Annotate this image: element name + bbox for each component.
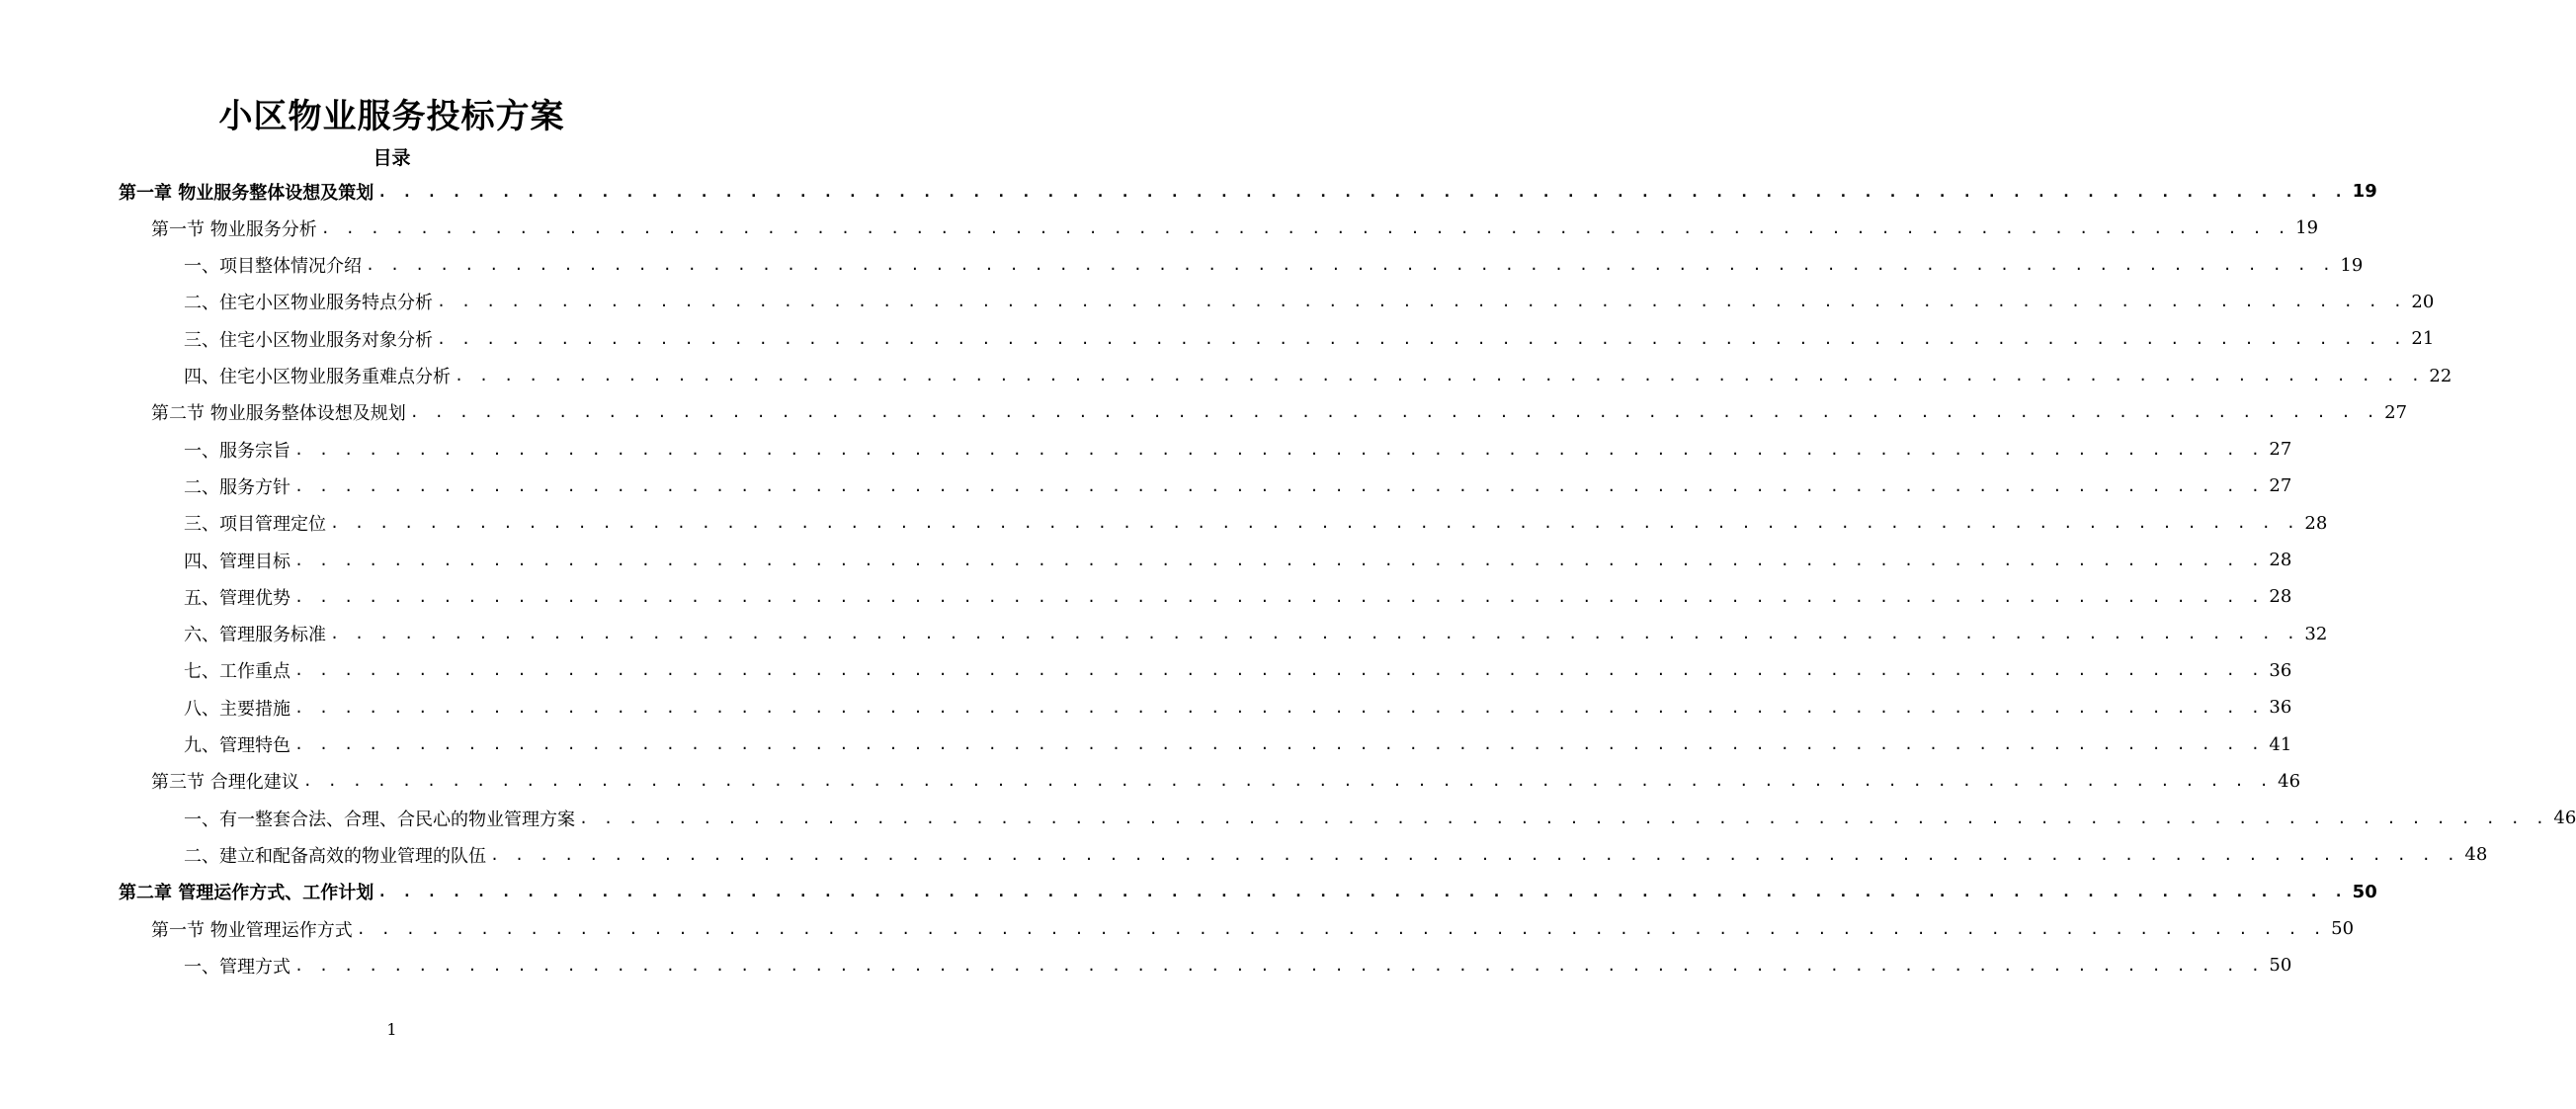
toc-entry[interactable] bbox=[184, 616, 2328, 652]
toc-entry[interactable] bbox=[184, 726, 2292, 763]
toc-entry-label: 一、管理方式 bbox=[184, 956, 291, 978]
toc-entry[interactable] bbox=[184, 431, 2292, 468]
toc-entry-page: 19 bbox=[2340, 254, 2364, 276]
toc-entry-label: 第二章 管理运作方式、工作计划 bbox=[119, 883, 374, 904]
toc-entry-label: 五、管理优势 bbox=[184, 587, 291, 609]
toc-leader-dots: . . . . . . . . . . . . . . . . . . . . . . . . . . . . . . . . . . . . . . . . . . . . . . . . . . . . . . . . . . . . . . . . . . . . . . . . . . . . . . . . bbox=[437, 293, 2406, 311]
toc-entry-page: 27 bbox=[2269, 439, 2292, 461]
toc-entry-label: 二、建立和配备高效的物业管理的队伍 bbox=[184, 845, 486, 867]
toc-leader-dots: . . . . . . . . . . . . . . . . . . . . . . . . . . . . . . . . . . . . . . . . . . . . . . . . . . . . . . . . . . . . . . . . . . . . . . . . . . . . . . . . bbox=[377, 182, 2347, 201]
toc-entry-label: 四、管理目标 bbox=[184, 551, 291, 572]
toc-entry-label: 第一节 物业服务分析 bbox=[151, 218, 317, 240]
toc-entry-page: 50 bbox=[2269, 955, 2292, 977]
toc-entry[interactable] bbox=[184, 358, 2452, 394]
toc-entry-label: 七、工作重点 bbox=[184, 661, 291, 683]
toc-leader-dots: . . . . . . . . . . . . . . . . . . . . . . . . . . . . . . . . . . . . . . . . . . . . . . . . . . . . . . . . . . . . . . . . . . . . . . . . . . . . . . . . bbox=[490, 845, 2459, 864]
toc-entry[interactable] bbox=[119, 173, 2377, 210]
toc-leader-dots: . . . . . . . . . . . . . . . . . . . . . . . . . . . . . . . . . . . . . . . . . . . . . . . . . . . . . . . . . . . . . . . . . . . . . . . . . . . . . . . . bbox=[294, 551, 2264, 569]
toc-leader-dots: . . . . . . . . . . . . . . . . . . . . . . . . . . . . . . . . . . . . . . . . . . . . . . . . . . . . . . . . . . . . . . . . . . . . . . . . . . . . . . . . bbox=[302, 772, 2273, 791]
toc-entry-page: 28 bbox=[2304, 512, 2328, 534]
toc-entry[interactable] bbox=[184, 947, 2292, 983]
toc-leader-dots: . . . . . . . . . . . . . . . . . . . . . . . . . . . . . . . . . . . . . . . . . . . . . . . . . . . . . . . . . . . . . . . . . . . . . . . . . . . . . . . . bbox=[366, 256, 2335, 275]
toc-heading: 目录 bbox=[373, 147, 411, 169]
toc-leader-dots: . . . . . . . . . . . . . . . . . . . . . . . . . . . . . . . . . . . . . . . . . . . . . . . . . . . . . . . . . . . . . . . . . . . . . . . . . . . . . . . . bbox=[294, 698, 2264, 717]
toc-leader-dots: . . . . . . . . . . . . . . . . . . . . . . . . . . . . . . . . . . . . . . . . . . . . . . . . . . . . . . . . . . . . . . . . . . . . . . . . . . . . . . . . bbox=[455, 367, 2424, 384]
toc-entry-label: 六、管理服务标准 bbox=[184, 625, 326, 646]
toc-entry-label: 第一章 物业服务整体设想及策划 bbox=[119, 182, 374, 204]
toc-leader-dots: . . . . . . . . . . . . . . . . . . . . . . . . . . . . . . . . . . . . . . . . . . . . . . . . . . . . . . . . . . . . . . . . . . . . . . . . . . . . . . . . bbox=[330, 625, 2299, 643]
toc-entry-page: 19 bbox=[2295, 217, 2319, 239]
toc-entry-page: 19 bbox=[2352, 181, 2377, 202]
toc-entry[interactable] bbox=[119, 874, 2377, 910]
toc-entry[interactable] bbox=[151, 394, 2408, 431]
toc-entry-page: 27 bbox=[2384, 401, 2408, 423]
toc-leader-dots: . . . . . . . . . . . . . . . . . . . . . . . . . . . . . . . . . . . . . . . . . . . . . . . . . . . . . . . . . . . . . . . . . . . . . . . . . . . . . . . . bbox=[330, 514, 2299, 533]
toc-leader-dots: . . . . . . . . . . . . . . . . . . . . . . . . . . . . . . . . . . . . . . . . . . . . . . . . . . . . . . . . . . . . . . . . . . . . . . . . . . . . . . . . bbox=[579, 809, 2548, 827]
toc-entry-page: 28 bbox=[2269, 550, 2292, 570]
toc-entry-page: 46 bbox=[2553, 808, 2576, 829]
toc-entry-page: 28 bbox=[2269, 586, 2292, 608]
toc-entry-label: 第一节 物业管理运作方式 bbox=[151, 919, 353, 941]
toc-entry-label: 四、住宅小区物业服务重难点分析 bbox=[184, 367, 451, 387]
toc-entry-page: 46 bbox=[2278, 770, 2301, 792]
toc-entry-label: 二、住宅小区物业服务特点分析 bbox=[184, 293, 433, 314]
toc-entry[interactable] bbox=[184, 320, 2435, 357]
toc-entry[interactable] bbox=[184, 284, 2435, 320]
toc-leader-dots: . . . . . . . . . . . . . . . . . . . . . . . . . . . . . . . . . . . . . . . . . . . . . . . . . . . . . . . . . . . . . . . . . . . . . . . . . . . . . . . . bbox=[437, 329, 2406, 348]
toc-entry-label: 八、主要措施 bbox=[184, 698, 291, 720]
toc-entry[interactable] bbox=[184, 542, 2292, 578]
toc-leader-dots: . . . . . . . . . . . . . . . . . . . . . . . . . . . . . . . . . . . . . . . . . . . . . . . . . . . . . . . . . . . . . . . . . . . . . . . . . . . . . . . . bbox=[294, 956, 2264, 975]
toc-entry[interactable] bbox=[184, 689, 2292, 725]
toc-entry[interactable] bbox=[184, 578, 2292, 615]
toc-entry-page: 41 bbox=[2269, 733, 2292, 755]
toc-entry-label: 一、有一整套合法、合理、合民心的物业管理方案 bbox=[184, 809, 575, 830]
toc-entry-page: 48 bbox=[2464, 844, 2488, 866]
toc-entry-label: 第三节 合理化建议 bbox=[151, 772, 299, 794]
toc-leader-dots: . . . . . . . . . . . . . . . . . . . . . . . . . . . . . . . . . . . . . . . . . . . . . . . . . . . . . . . . . . . . . . . . . . . . . . . . . . . . . . . . bbox=[294, 587, 2264, 606]
toc-entry[interactable] bbox=[151, 763, 2301, 800]
toc-entry-page: 22 bbox=[2429, 365, 2452, 386]
toc-leader-dots: . . . . . . . . . . . . . . . . . . . . . . . . . . . . . . . . . . . . . . . . . . . . . . . . . . . . . . . . . . . . . . . . . . . . . . . . . . . . . . . . bbox=[294, 735, 2264, 753]
toc-leader-dots: . . . . . . . . . . . . . . . . . . . . . . . . . . . . . . . . . . . . . . . . . . . . . . . . . . . . . . . . . . . . . . . . . . . . . . . . . . . . . . . . bbox=[409, 403, 2379, 422]
toc-entry-page: 20 bbox=[2411, 291, 2435, 312]
toc-leader-dots: . . . . . . . . . . . . . . . . . . . . . . . . . . . . . . . . . . . . . . . . . . . . . . . . . . . . . . . . . . . . . . . . . . . . . . . . . . . . . . . . bbox=[294, 476, 2264, 495]
toc-entry[interactable] bbox=[184, 468, 2292, 504]
toc-entry-label: 第二节 物业服务整体设想及规划 bbox=[151, 403, 406, 425]
toc-entry-label: 一、服务宗旨 bbox=[184, 440, 291, 462]
toc-entry[interactable] bbox=[184, 836, 2488, 873]
toc-entry-page: 36 bbox=[2269, 697, 2292, 719]
toc-entry-label: 九、管理特色 bbox=[184, 735, 291, 756]
toc-entry[interactable] bbox=[184, 505, 2328, 542]
toc-entry[interactable] bbox=[151, 210, 2319, 246]
toc-entry-page: 50 bbox=[2331, 918, 2355, 939]
toc-entry[interactable] bbox=[184, 800, 2576, 836]
toc-entry-page: 36 bbox=[2269, 659, 2292, 681]
toc-entry-label: 三、项目管理定位 bbox=[184, 514, 326, 536]
page-number: 1 bbox=[386, 1020, 397, 1039]
toc-leader-dots: . . . . . . . . . . . . . . . . . . . . . . . . . . . . . . . . . . . . . . . . . . . . . . . . . . . . . . . . . . . . . . . . . . . . . . . . . . . . . . . . bbox=[320, 218, 2290, 237]
toc-entry[interactable] bbox=[184, 247, 2364, 284]
toc-leader-dots: . . . . . . . . . . . . . . . . . . . . . . . . . . . . . . . . . . . . . . . . . . . . . . . . . . . . . . . . . . . . . . . . . . . . . . . . . . . . . . . . bbox=[294, 440, 2264, 459]
toc-entry-label: 三、住宅小区物业服务对象分析 bbox=[184, 329, 433, 351]
toc-leader-dots: . . . . . . . . . . . . . . . . . . . . . . . . . . . . . . . . . . . . . . . . . . . . . . . . . . . . . . . . . . . . . . . . . . . . . . . . . . . . . . . . bbox=[356, 919, 2326, 938]
toc-leader-dots: . . . . . . . . . . . . . . . . . . . . . . . . . . . . . . . . . . . . . . . . . . . . . . . . . . . . . . . . . . . . . . . . . . . . . . . . . . . . . . . . bbox=[294, 661, 2264, 680]
toc-entry-label: 一、项目整体情况介绍 bbox=[184, 256, 362, 278]
toc-entry-page: 21 bbox=[2411, 328, 2435, 350]
toc-leader-dots: . . . . . . . . . . . . . . . . . . . . . . . . . . . . . . . . . . . . . . . . . . . . . . . . . . . . . . . . . . . . . . . . . . . . . . . . . . . . . . . . bbox=[377, 883, 2347, 901]
toc-entry-page: 27 bbox=[2269, 475, 2292, 497]
toc-entry[interactable] bbox=[184, 652, 2292, 689]
toc-entry-label: 二、服务方针 bbox=[184, 476, 291, 498]
toc-entry-page: 32 bbox=[2304, 623, 2328, 644]
toc-entry-page: 50 bbox=[2352, 881, 2377, 902]
document-title: 小区物业服务投标方案 bbox=[218, 97, 565, 136]
toc-entry[interactable] bbox=[151, 910, 2355, 947]
